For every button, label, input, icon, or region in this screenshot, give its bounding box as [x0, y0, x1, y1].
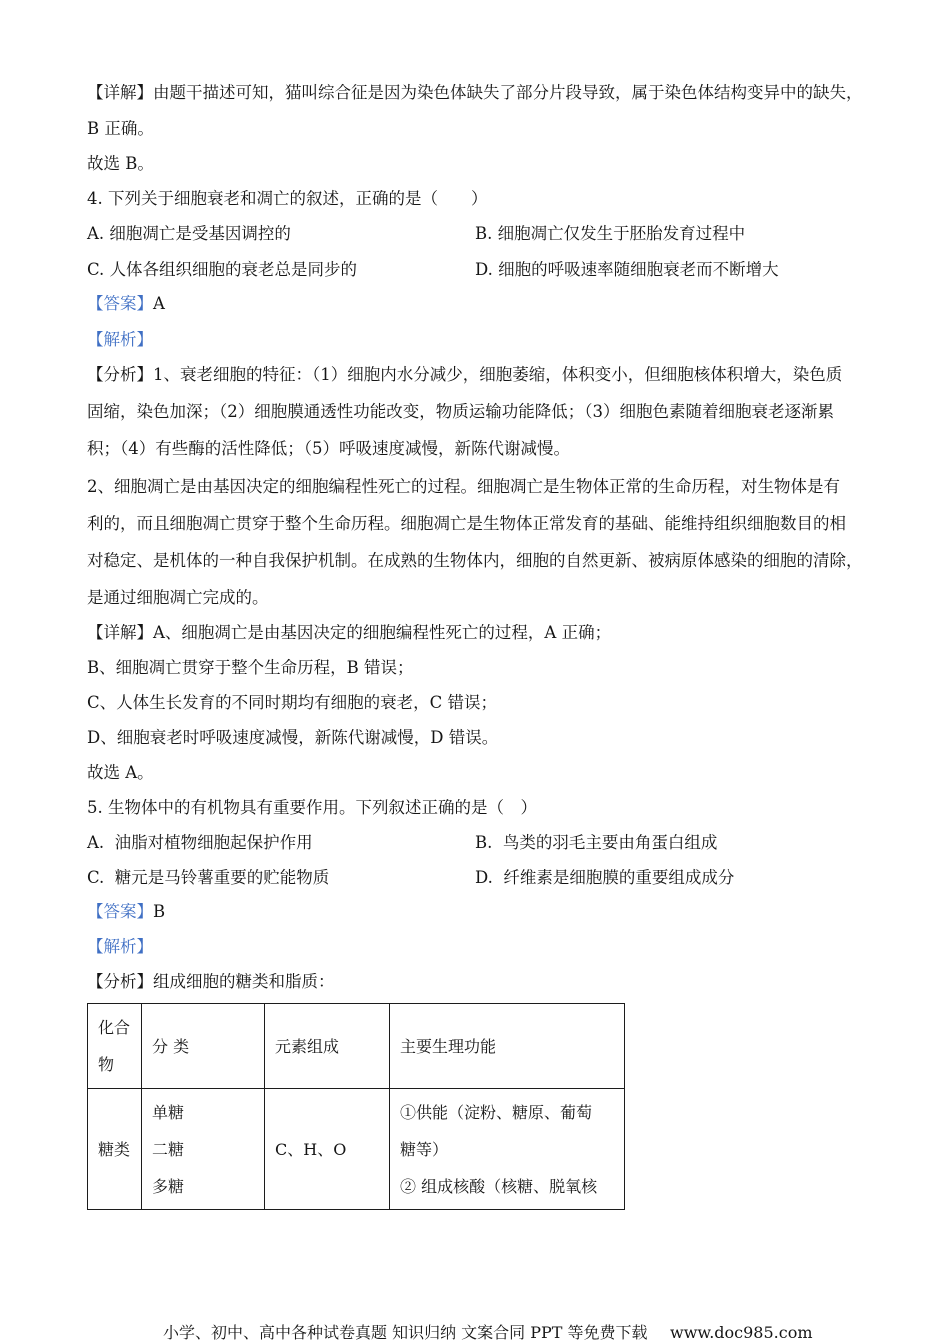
q4-analysis-line-5: 利的，而且细胞凋亡贯穿于整个生命历程。细胞凋亡是生物体正常发育的基础、能维持组织细胞数目的相: [87, 514, 846, 533]
q4-option-d: D. 细胞的呼吸速率随细胞衰老而不断增大: [475, 260, 779, 279]
function-item-2: ② 组成核酸（核糖、脱氧核: [400, 1176, 598, 1196]
row-compound: 糖类: [98, 1139, 131, 1159]
q4-conclusion: 故选 A。: [87, 763, 154, 782]
category-polysaccharide: 多糖: [152, 1176, 185, 1196]
header-compound: 化合物: [98, 1018, 131, 1074]
row-categories-cell: [142, 1089, 265, 1210]
header-category-cell: [142, 1004, 265, 1089]
q3-detail-text: 由题干描述可知，猫叫综合征是因为染色体缺失了部分片段导致，属于染色体结构变异中的缺失，: [153, 83, 863, 102]
q4-analysis-label: 【分析】: [87, 365, 153, 384]
row-functions-cell: [390, 1089, 625, 1210]
q4-detail-line-3: C、人体生长发育的不同时期均有细胞的衰老，C 错误；: [87, 693, 497, 712]
q4-option-c: C. 人体各组织细胞的衰老总是同步的: [87, 260, 358, 279]
header-function-cell: [390, 1004, 625, 1089]
sugar-lipid-table: [87, 1003, 625, 1210]
sugar-lipid-table-wrapper: [87, 1003, 625, 1210]
q4-detail-line-2: B、细胞凋亡贯穿于整个生命历程，B 错误；: [87, 658, 414, 677]
q4-analysis-line-4: 2、细胞凋亡是由基因决定的细胞编程性死亡的过程。细胞凋亡是生物体正常的生命历程，对生物体是有: [87, 477, 840, 496]
row-elements-cell: [265, 1089, 390, 1210]
q5-answer-line: [87, 902, 165, 922]
q5-option-c: C. 糖元是马铃薯重要的贮能物质: [87, 868, 330, 887]
footer-text: 小学、初中、高中各种试卷真题 知识归纳 文案合同 PPT 等免费下载: [163, 1323, 648, 1342]
q4-detail-line-1: [87, 623, 611, 643]
q4-option-b: B. 细胞凋亡仅发生于胚胎发育过程中: [475, 224, 746, 243]
q4-answer-label: 【答案】: [87, 294, 153, 313]
header-elements-cell: [265, 1004, 390, 1089]
header-compound-cell: [88, 1004, 142, 1089]
q4-analysis-line-3: 积；（4）有些酶的活性降低；（5）呼吸速度减慢，新陈代谢减慢。: [87, 439, 570, 458]
q4-answer-value: A: [153, 294, 165, 313]
q3-detail-line-2: B 正确。: [87, 119, 154, 138]
q5-answer-label: 【答案】: [87, 902, 153, 921]
footer-url: www.doc985.com: [670, 1323, 813, 1342]
q4-stem: 4. 下列关于细胞衰老和凋亡的叙述，正确的是（ ）: [87, 189, 488, 208]
q3-detail-line-1: [87, 83, 863, 103]
q4-answer-line: [87, 294, 165, 314]
q4-detail-text-1: A、细胞凋亡是由基因决定的细胞编程性死亡的过程，A 正确；: [153, 623, 612, 642]
row-functions: [400, 1094, 604, 1205]
q4-explain-label: 【解析】: [87, 330, 153, 349]
q4-analysis-text-1: 1、衰老细胞的特征：（1）细胞内水分减少，细胞萎缩，体积变小，但细胞核体积增大，染色质: [153, 365, 843, 384]
q4-analysis-line-2: 固缩，染色加深；（2）细胞膜通透性功能改变，物质运输功能降低；（3）细胞色素随着细胞衰老逐渐累: [87, 402, 834, 421]
q5-analysis-text: 组成细胞的糖类和脂质：: [153, 972, 335, 991]
q5-option-b: B. 鸟类的羽毛主要由角蛋白组成: [475, 833, 718, 852]
q3-conclusion: 故选 B。: [87, 154, 154, 173]
q4-analysis-line-6: 对稳定、是机体的一种自我保护机制。在成熟的生物体内，细胞的自然更新、被病原体感染的细胞的清除，: [87, 551, 863, 570]
q4-detail-line-4: D、细胞衰老时呼吸速度减慢，新陈代谢减慢，D 错误。: [87, 728, 499, 747]
header-category: 分 类: [152, 1036, 190, 1056]
q5-analysis-line: [87, 972, 335, 992]
row-elements: C、H、O: [275, 1139, 347, 1159]
q4-option-a: A. 细胞凋亡是受基因调控的: [87, 224, 291, 243]
q5-explain-label: 【解析】: [87, 937, 153, 956]
row-categories: [152, 1094, 264, 1205]
table-row: [88, 1089, 625, 1210]
category-monosaccharide: 单糖: [152, 1102, 185, 1122]
q5-stem: 5. 生物体中的有机物具有重要作用。下列叙述正确的是（ ）: [87, 798, 537, 817]
function-item-1: ①供能（淀粉、糖原、葡萄糖等）: [400, 1102, 593, 1159]
table-header-row: [88, 1004, 625, 1089]
q4-detail-label: 【详解】: [87, 623, 153, 642]
q5-option-d: D. 纤维素是细胞膜的重要组成成分: [475, 868, 735, 887]
header-elements: 元素组成: [275, 1036, 340, 1056]
q5-answer-value: B: [153, 902, 166, 921]
q5-analysis-label: 【分析】: [87, 972, 153, 991]
q4-analysis-line-1: [87, 365, 842, 385]
q3-detail-label: 【详解】: [87, 83, 153, 102]
q5-option-a: A. 油脂对植物细胞起保护作用: [87, 833, 313, 852]
category-disaccharide: 二糖: [152, 1139, 185, 1159]
row-compound-cell: [88, 1089, 142, 1210]
q4-analysis-line-7: 是通过细胞凋亡完成的。: [87, 588, 269, 607]
header-function: 主要生理功能: [400, 1036, 497, 1056]
